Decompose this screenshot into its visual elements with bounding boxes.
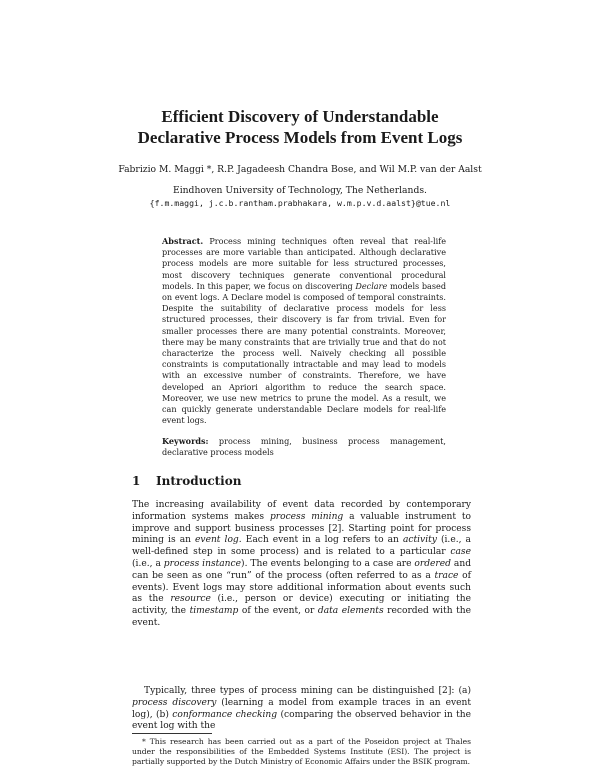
affiliation: Eindhoven University of Technology, The Netherlands. (173, 185, 427, 196)
abstract-text: models based on event logs. A Declare model is composed of temporal constraints. Despite the suitability of declarative process models for less structured processes, their discovery is far from trivial. Even for smaller processes there are many potential constraints. Moreover, there may be many constraints that are trivially true and that do not characterize the process well. Naively checking all possible constraints is computationally intractable and may lead to models with an excessive number of constraints. Therefore, we have developed an Apriori algorithm to reduce the search space. Moreover, we use new metrics to prune the model. As a result, we can quickly generate understandable Declare models for real-life event logs. (162, 280, 446, 426)
paragraph-text: recorded with the event. (132, 606, 472, 628)
paragraph-emphasis: process mining (269, 511, 344, 522)
abstract (162, 236, 446, 426)
paragraph-emphasis: process instance (163, 558, 242, 569)
author-emails: {f.m.maggi, j.c.b.rantham.prabhakara, w.m.p.v.d.aalst}@tue.nl (149, 198, 451, 208)
paragraph-text: (learning a model from example traces in an event log), (b) (132, 697, 471, 720)
paragraph-text: ). The events belonging to a case are (241, 558, 415, 569)
footnote-text: This research has been carried out as a part of the Poseidon project at Thales under the responsibilities of the Embedded Systems Institute (ESI). The project is partially supported by the Dutch Ministry of Economic Affairs under the BSIK program. (132, 737, 471, 766)
section-title: Introduction (156, 474, 242, 488)
paragraph-emphasis: conformance checking (172, 709, 278, 720)
paragraph-emphasis: process discovery (132, 697, 217, 708)
affiliation-block (0, 185, 600, 209)
paragraph-text: (i.e., person or device) executing or initiating the activity, the (132, 594, 471, 617)
body-paragraph-1 (132, 500, 471, 630)
paragraph-emphasis: resource (170, 594, 211, 605)
paragraph-text: (i.e., a (132, 558, 164, 569)
paragraph-emphasis: activity (402, 535, 437, 546)
paper-title (0, 106, 600, 148)
paragraph-text: . Each event in a log refers to an (238, 535, 403, 546)
paragraph-text: a valuable instrument to improve and support business processes [2]. Starting point for process mining is an (132, 511, 471, 546)
title-line-1: Efficient Discovery of Understandable (161, 107, 439, 126)
keywords (162, 436, 446, 458)
keywords-text: process mining, business process management, declarative process models (162, 436, 446, 458)
footnote-mark: * (142, 737, 146, 746)
footnote (132, 737, 471, 767)
paragraph-emphasis: ordered (414, 558, 451, 569)
section-heading (132, 474, 241, 488)
abstract-text: Process mining techniques often reveal that real-life processes are more variable than anticipated. Although declarative process models are more suitable for less structured processes, most discovery techniques generate conventional procedural models. In this paper, we focus on discovering (162, 236, 446, 291)
title-line-2: Declarative Process Models from Event Logs (137, 128, 463, 147)
author-list: Fabrizio M. Maggi *, R.P. Jagadeesh Chandra Bose, and Wil M.P. van der Aalst (118, 164, 482, 175)
abstract-label: Abstract. (162, 236, 204, 246)
paragraph-text: (comparing the observed behavior in the event log with the (132, 709, 471, 732)
section-number: 1 (132, 474, 141, 488)
paragraph-text: The increasing availability of event data recorded by contemporary information systems makes (132, 500, 471, 522)
paragraph-emphasis: event log (195, 535, 239, 546)
paragraph-emphasis: timestamp (189, 606, 239, 617)
abstract-emphasis: Declare (355, 280, 388, 291)
body-paragraph-2 (132, 686, 471, 733)
paragraph-text: (i.e., a well-defined step in some process) and is related to a particular (132, 535, 471, 558)
footnote-rule (132, 733, 212, 734)
paragraph-emphasis: case (450, 547, 471, 558)
paragraph-emphasis: trace (434, 570, 459, 581)
paragraph-emphasis: data elements (317, 606, 384, 617)
paragraph-text: and can be seen as one “run” of the process (often referred to as a (132, 558, 472, 581)
paragraph-text: Typically, three types of process mining can be distinguished [2]: (a) (144, 686, 471, 696)
keywords-label: Keywords: (162, 436, 209, 446)
paragraph-text: of events). Event logs may store additional information about events such as the (132, 570, 471, 605)
paragraph-text: of the event, or (238, 606, 318, 617)
